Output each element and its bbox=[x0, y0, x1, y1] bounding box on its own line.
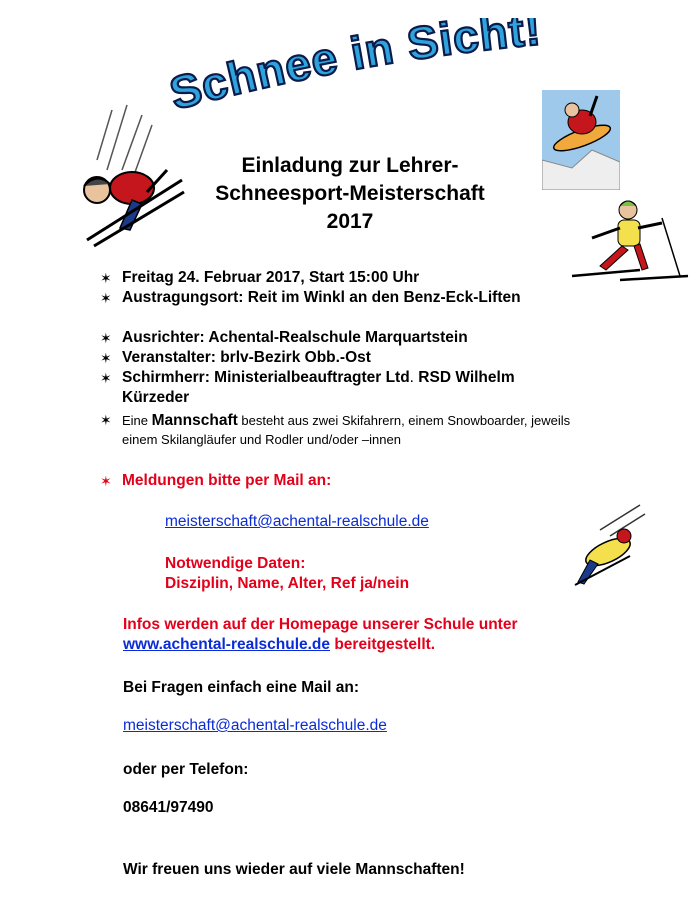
bullet-star-icon: ✶ bbox=[100, 350, 112, 366]
list-item-date: ✶ Freitag 24. Februar 2017, Start 15:00 Uhr bbox=[100, 269, 420, 286]
homepage-link[interactable]: www.achental-realschule.de bbox=[123, 636, 331, 653]
required-data-fields: Disziplin, Name, Alter, Ref ja/nein bbox=[165, 575, 410, 592]
list-item-venue: ✶ Austragungsort: Reit im Winkl an den Benz-Eck-Liften bbox=[100, 289, 521, 306]
questions-email-link[interactable]: meisterschaft@achental-realschule.de bbox=[123, 717, 387, 734]
bullet-star-icon: ✶ bbox=[100, 412, 112, 428]
required-data bbox=[165, 554, 409, 594]
title-line-2: Schneesport-Meisterschaft bbox=[215, 182, 485, 205]
homepage-info: Infos werden auf der Homepage unserer Schule unter www.achental-realschule.de bereitgestellt. bbox=[123, 616, 518, 653]
list-item-organizer: ✶ Veranstalter: brlv-Bezirk Obb.-Ost bbox=[100, 349, 371, 366]
title-line-1: Einladung zur Lehrer- bbox=[241, 154, 459, 177]
bullet-star-icon: ✶ bbox=[100, 270, 112, 286]
required-data-label: Notwendige Daten: bbox=[165, 555, 306, 572]
questions-text: Bei Fragen einfach eine Mail an: bbox=[123, 679, 360, 696]
phone-label: oder per Telefon: bbox=[123, 761, 249, 778]
list-item-host: ✶ Ausrichter: Achental-Realschule Marquartstein bbox=[100, 329, 468, 346]
title-line-3: 2017 bbox=[326, 210, 374, 233]
register-email-link[interactable]: meisterschaft@achental-realschule.de bbox=[165, 513, 429, 530]
bullet-star-icon: ✶ bbox=[100, 370, 112, 386]
bullet-star-icon: ✶ bbox=[100, 473, 112, 489]
bullet-star-icon: ✶ bbox=[100, 290, 112, 306]
list-item-register: ✶ Meldungen bitte per Mail an: bbox=[100, 472, 332, 489]
bullet-star-icon: ✶ bbox=[100, 330, 112, 346]
phone-number: 08641/97490 bbox=[123, 799, 214, 816]
info-list bbox=[100, 268, 660, 491]
list-item-patron: ✶ Schirmherr: Ministerialbeauftragter Ltd. RSD Wilhelm Kürzeder bbox=[100, 369, 515, 406]
snowboarder-clipart bbox=[542, 90, 620, 190]
headline-text: Schnee in Sicht! bbox=[164, 18, 544, 120]
luge-clipart bbox=[570, 500, 650, 590]
list-item-team: ✶ Eine Mannschaft besteht aus zwei Skifahrern, einem Snowboarder, jeweils einem Skilangläufer und Rodler und/oder –innen bbox=[100, 412, 571, 447]
event-title bbox=[150, 152, 550, 236]
closing-text: Wir freuen uns wieder auf viele Mannschaften! bbox=[123, 861, 465, 878]
svg-text:Schnee in Sicht! bbox=[164, 18, 543, 120]
